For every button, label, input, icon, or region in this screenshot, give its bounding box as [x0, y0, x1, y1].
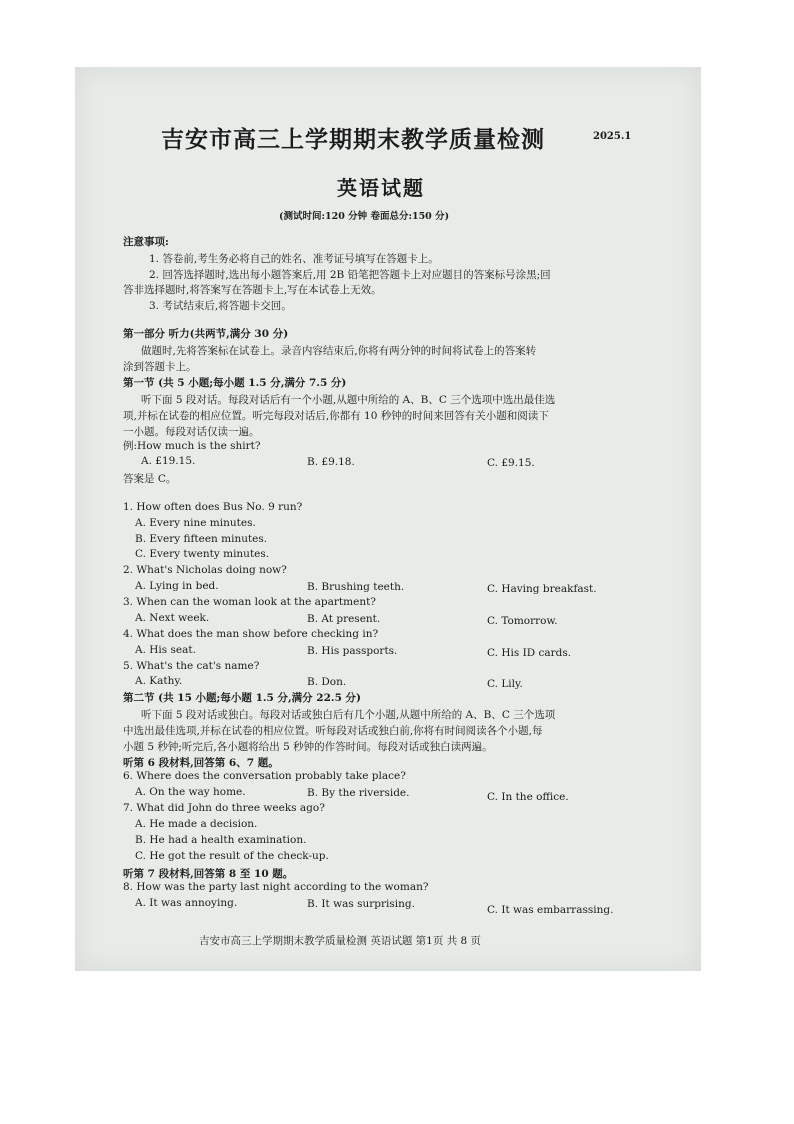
question-stem: 1. How often does Bus No. 9 run?: [123, 501, 303, 513]
question-stem: 2. What's Nicholas doing now?: [123, 564, 287, 576]
section1-intro: 项,并标在试卷的相应位置。听完每段对话后,你都有 10 秒钟的时间来回答有关小题和阅读下: [123, 410, 549, 422]
option-b: B. Don.: [307, 676, 347, 688]
option-b: B. Brushing teeth.: [307, 581, 405, 593]
question-stem: 4. What does the man show before checking in?: [123, 628, 379, 640]
option-b: B. At present.: [307, 613, 381, 625]
section1-heading: 第一节 (共 5 小题;每小题 1.5 分,满分 7.5 分): [123, 377, 347, 389]
option-b: B. He had a health examination.: [135, 834, 307, 846]
question-stem: 6. Where does the conversation probably take place?: [123, 770, 406, 782]
option-c: C. Lily.: [487, 678, 523, 690]
option-a: A. On the way home.: [135, 786, 246, 798]
option-a: A. Lying in bed.: [135, 580, 219, 592]
part1-intro: 做题时,先将答案标在试卷上。录音内容结束后,你将有两分钟的时间将试卷上的答案转: [141, 345, 537, 357]
option-c: C. In the office.: [487, 791, 569, 803]
page-footer: 吉安市高三上学期期末教学质量检测 英语试题 第1页 共 8 页: [199, 935, 482, 947]
option-b: B. Every fifteen minutes.: [135, 533, 268, 545]
question-stem: 3. When can the woman look at the apartment?: [123, 596, 376, 608]
example-option-c: C. £9.15.: [487, 457, 535, 469]
material-note: 听第 6 段材料,回答第 6、7 题。: [123, 757, 279, 769]
option-a: A. Every nine minutes.: [135, 517, 256, 529]
notes-heading: 注意事项:: [123, 236, 169, 248]
option-c: C. Tomorrow.: [487, 615, 558, 627]
part1-intro: 涂到答题卡上。: [123, 361, 197, 373]
option-c: C. It was embarrassing.: [487, 904, 614, 916]
section1-intro: 一小题。每段对话仅读一遍。: [123, 426, 260, 438]
question-stem: 8. How was the party last night according to the woman?: [123, 881, 429, 893]
section2-heading: 第二节 (共 15 小题;每小题 1.5 分,满分 22.5 分): [123, 692, 362, 704]
option-a: A. Next week.: [135, 612, 210, 624]
notes-line: 1. 答卷前,考生务必将自己的姓名、准考证号填写在答题卡上。: [149, 253, 439, 265]
exam-date: 2025.1: [593, 131, 632, 142]
option-a: A. It was annoying.: [135, 897, 238, 909]
question-stem: 7. What did John do three weeks ago?: [123, 802, 325, 814]
option-a: A. Kathy.: [135, 675, 183, 687]
option-b: B. His passports.: [307, 645, 398, 657]
option-a: A. His seat.: [135, 644, 196, 656]
section1-intro: 听下面 5 段对话。每段对话后有一个小题,从题中所给的 A、B、C 三个选项中选出最佳选: [141, 394, 556, 406]
option-c: C. He got the result of the check-up.: [135, 850, 329, 862]
example-question: 例:How much is the shirt?: [123, 440, 261, 452]
example-answer: 答案是 C。: [123, 473, 177, 485]
notes-line: 3. 考试结束后,将答题卡交回。: [149, 300, 292, 312]
option-c: C. Every twenty minutes.: [135, 548, 270, 560]
notes-line: 2. 回答选择题时,选出每小题答案后,用 2B 铅笔把答题卡上对应题目的答案标号涂黑;回: [149, 269, 551, 281]
section2-intro: 小题 5 秒钟;听完后,各小题将给出 5 秒钟的作答时间。每段对话或独白读两遍。: [123, 741, 493, 753]
option-c: C. Having breakfast.: [487, 583, 597, 595]
subject-title: 英语试题: [337, 176, 425, 200]
exam-page: [75, 67, 701, 971]
part1-heading: 第一部分 听力(共两节,满分 30 分): [123, 328, 289, 340]
option-c: C. His ID cards.: [487, 647, 572, 659]
exam-title: 吉安市高三上学期期末教学质量检测: [161, 126, 545, 153]
example-option-a: A. £19.15.: [141, 455, 196, 467]
option-b: B. It was surprising.: [307, 898, 415, 910]
notes-line: 答非选择题时,将答案写在答题卡上,写在本试卷上无效。: [123, 284, 382, 296]
material-note: 听第 7 段材料,回答第 8 至 10 题。: [123, 868, 294, 880]
section2-intro: 听下面 5 段对话或独白。每段对话或独白后有几个小题,从题中所给的 A、B、C 三个选项: [141, 709, 556, 721]
section2-intro: 中选出最佳选项,并标在试卷的相应位置。听每段对话或独白前,你将有时间阅读各个小题,每: [123, 725, 543, 737]
option-a: A. He made a decision.: [135, 818, 258, 830]
option-b: B. By the riverside.: [307, 787, 410, 799]
example-option-b: B. £9.18.: [307, 456, 355, 468]
time-info: (测试时间:120 分钟 卷面总分:150 分): [279, 211, 450, 222]
question-stem: 5. What's the cat's name?: [123, 660, 260, 672]
